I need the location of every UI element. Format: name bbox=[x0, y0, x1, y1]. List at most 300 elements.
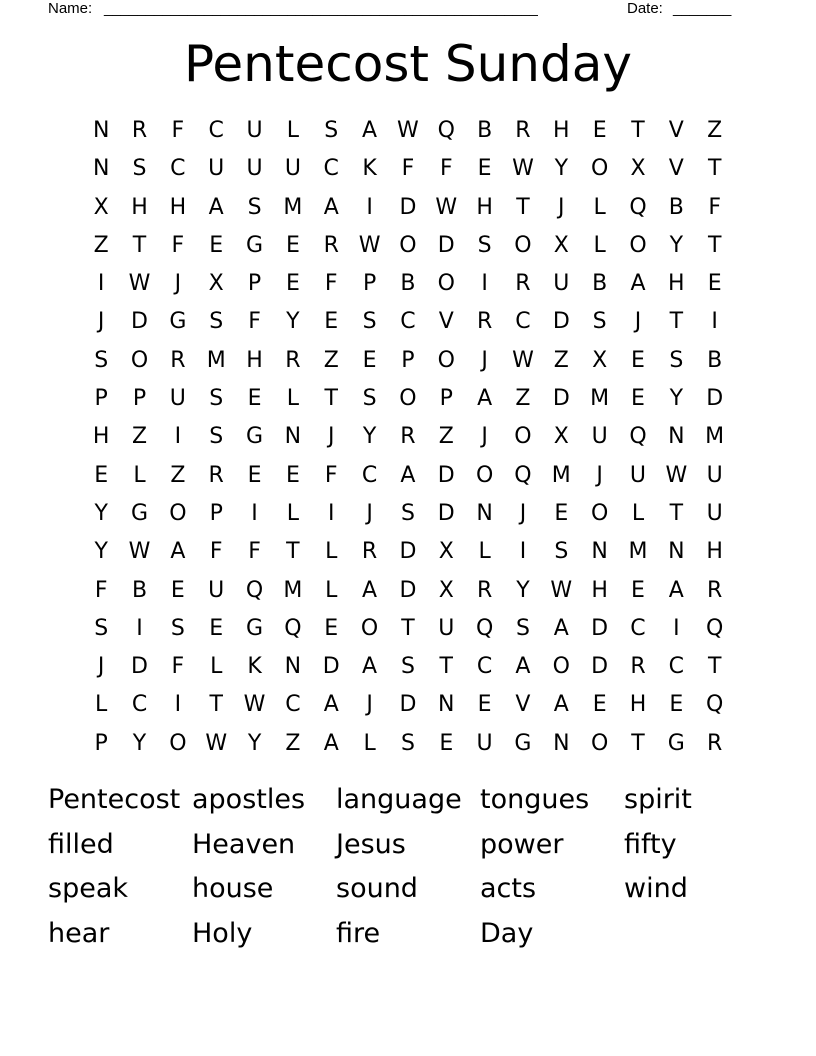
grid-letter[interactable]: F bbox=[209, 539, 223, 565]
word-bank-item: Day bbox=[480, 917, 534, 949]
grid-letter[interactable]: E bbox=[592, 692, 607, 718]
grid-letter[interactable]: G bbox=[246, 615, 264, 641]
grid-letter[interactable]: J bbox=[481, 424, 488, 450]
grid-letter[interactable]: W bbox=[358, 232, 381, 258]
grid-letter[interactable]: P bbox=[247, 271, 262, 297]
grid-letter[interactable]: P bbox=[209, 500, 223, 526]
grid-letter[interactable]: L bbox=[593, 194, 606, 220]
grid-letter[interactable]: H bbox=[246, 347, 263, 373]
grid-letter[interactable]: E bbox=[170, 577, 185, 603]
grid-letter[interactable]: I bbox=[366, 194, 373, 220]
grid-letter[interactable]: I bbox=[136, 615, 143, 641]
grid-letter[interactable]: U bbox=[591, 424, 608, 450]
grid-letter[interactable]: W bbox=[243, 692, 266, 718]
grid-letter[interactable]: X bbox=[630, 156, 646, 182]
grid-letter[interactable]: H bbox=[476, 194, 493, 220]
grid-letter[interactable]: F bbox=[171, 654, 185, 680]
grid-letter[interactable]: G bbox=[246, 424, 264, 450]
grid-letter[interactable]: U bbox=[284, 156, 301, 182]
grid-letter[interactable]: A bbox=[630, 271, 646, 297]
grid-letter[interactable]: Z bbox=[515, 386, 531, 412]
grid-letter[interactable]: Y bbox=[94, 539, 108, 565]
grid-letter[interactable]: X bbox=[592, 347, 608, 373]
grid-letter[interactable]: C bbox=[400, 309, 416, 335]
grid-letter[interactable]: M bbox=[283, 577, 303, 603]
grid-letter[interactable]: R bbox=[208, 462, 224, 488]
grid-letter[interactable]: L bbox=[286, 118, 300, 143]
grid-letter[interactable]: D bbox=[399, 194, 417, 220]
grid-letter[interactable]: X bbox=[438, 577, 454, 603]
grid-letter[interactable]: A bbox=[362, 577, 378, 603]
grid-letter[interactable]: Y bbox=[362, 424, 377, 450]
grid-letter[interactable]: A bbox=[515, 654, 531, 680]
grid-letter[interactable]: J bbox=[97, 654, 105, 680]
grid-letter[interactable]: J bbox=[558, 194, 565, 220]
grid-letter[interactable]: R bbox=[630, 654, 646, 680]
grid-letter[interactable]: X bbox=[93, 194, 109, 220]
grid-letter[interactable]: S bbox=[132, 156, 147, 182]
grid-letter[interactable]: A bbox=[668, 577, 684, 603]
grid-letter[interactable]: J bbox=[327, 424, 335, 450]
grid-letter[interactable]: A bbox=[323, 692, 339, 718]
grid-letter[interactable]: O bbox=[514, 424, 532, 450]
grid-letter[interactable]: A bbox=[323, 730, 339, 756]
grid-letter[interactable]: R bbox=[476, 309, 493, 335]
grid-letter[interactable]: E bbox=[554, 500, 569, 526]
grid-letter[interactable]: O bbox=[399, 386, 417, 412]
grid-letter[interactable]: U bbox=[553, 271, 570, 297]
grid-letter[interactable]: B bbox=[131, 577, 148, 603]
grid-letter[interactable]: Z bbox=[93, 232, 109, 258]
grid-letter[interactable]: V bbox=[668, 156, 684, 182]
grid-letter[interactable]: H bbox=[668, 271, 685, 297]
grid-letter[interactable]: Z bbox=[131, 424, 148, 450]
grid-letter[interactable]: N bbox=[438, 692, 455, 718]
grid-letter[interactable]: S bbox=[94, 615, 109, 641]
grid-letter[interactable]: Q bbox=[629, 424, 647, 450]
grid-letter[interactable]: Z bbox=[323, 347, 339, 373]
grid-letter[interactable]: R bbox=[323, 232, 339, 258]
grid-letter[interactable]: P bbox=[94, 386, 108, 412]
grid-letter[interactable]: H bbox=[131, 194, 148, 220]
grid-letter[interactable]: C bbox=[476, 654, 493, 680]
grid-letter[interactable]: E bbox=[707, 271, 722, 297]
grid-letter[interactable]: E bbox=[209, 232, 224, 258]
grid-letter[interactable]: X bbox=[553, 232, 569, 258]
grid-letter[interactable]: S bbox=[477, 232, 492, 258]
word-bank-item: acts bbox=[480, 873, 537, 904]
grid-letter[interactable]: U bbox=[476, 730, 493, 756]
grid-letter[interactable]: E bbox=[631, 577, 645, 603]
grid-letter[interactable]: S bbox=[362, 309, 377, 335]
grid-letter[interactable]: Q bbox=[437, 118, 455, 143]
grid-letter[interactable]: Q bbox=[245, 577, 264, 603]
grid-letter[interactable]: S bbox=[400, 654, 415, 680]
grid-letter[interactable]: R bbox=[707, 730, 723, 756]
grid-letter[interactable]: R bbox=[361, 539, 378, 565]
grid-letter[interactable]: I bbox=[174, 692, 182, 718]
grid-letter[interactable]: E bbox=[247, 462, 262, 488]
grid-letter[interactable]: U bbox=[438, 615, 455, 641]
grid-letter[interactable]: E bbox=[94, 462, 109, 488]
grid-letter[interactable]: S bbox=[209, 424, 224, 450]
grid-letter[interactable]: D bbox=[552, 386, 570, 412]
grid-letter[interactable]: T bbox=[516, 194, 530, 220]
grid-letter[interactable]: U bbox=[169, 386, 186, 412]
grid-letter[interactable]: Q bbox=[514, 462, 532, 488]
grid-letter[interactable]: J bbox=[481, 347, 488, 373]
grid-letter[interactable]: U bbox=[246, 118, 263, 143]
grid-letter[interactable]: I bbox=[327, 500, 335, 526]
grid-letter[interactable]: G bbox=[514, 730, 532, 756]
grid-letter[interactable]: S bbox=[209, 309, 224, 335]
grid-letter[interactable]: E bbox=[285, 232, 300, 258]
grid-letter[interactable]: J bbox=[366, 692, 373, 718]
grid-letter[interactable]: T bbox=[669, 309, 684, 335]
grid-letter[interactable]: Z bbox=[285, 730, 301, 756]
grid-letter[interactable]: N bbox=[92, 118, 110, 143]
grid-letter[interactable]: L bbox=[478, 539, 491, 565]
grid-letter[interactable]: D bbox=[437, 500, 455, 526]
grid-letter[interactable]: M bbox=[206, 347, 226, 373]
grid-letter[interactable]: C bbox=[630, 615, 646, 641]
grid-letter[interactable]: V bbox=[515, 692, 531, 718]
grid-letter[interactable]: X bbox=[438, 539, 454, 565]
grid-letter[interactable]: R bbox=[400, 424, 416, 450]
grid-letter[interactable]: W bbox=[435, 194, 458, 220]
grid-letter[interactable]: W bbox=[397, 118, 419, 143]
grid-letter[interactable]: H bbox=[629, 692, 647, 718]
grid-letter[interactable]: M bbox=[283, 194, 303, 220]
grid-letter[interactable]: G bbox=[130, 500, 149, 526]
grid-letter[interactable]: S bbox=[247, 194, 262, 220]
grid-letter[interactable]: E bbox=[631, 386, 645, 412]
grid-letter[interactable]: A bbox=[323, 194, 339, 220]
grid-letter[interactable]: Q bbox=[629, 194, 647, 220]
grid-letter[interactable]: Z bbox=[553, 347, 569, 373]
grid-letter[interactable]: F bbox=[401, 156, 415, 182]
grid-letter[interactable]: Z bbox=[438, 424, 454, 450]
word-bank-item: apostles bbox=[192, 784, 306, 815]
grid-letter[interactable]: Q bbox=[706, 615, 724, 641]
grid-letter[interactable]: R bbox=[707, 577, 723, 603]
grid-letter[interactable]: F bbox=[248, 309, 261, 335]
grid-letter[interactable]: E bbox=[592, 118, 607, 143]
grid-letter[interactable]: L bbox=[593, 232, 606, 258]
grid-letter[interactable]: R bbox=[131, 118, 148, 143]
grid-letter[interactable]: O bbox=[130, 347, 149, 373]
grid-letter[interactable]: P bbox=[94, 730, 108, 756]
grid-letter[interactable]: T bbox=[401, 615, 415, 641]
grid-letter[interactable]: V bbox=[668, 118, 684, 143]
grid-letter[interactable]: B bbox=[707, 347, 723, 373]
grid-row bbox=[82, 725, 734, 763]
grid-letter[interactable]: J bbox=[634, 309, 642, 335]
grid-letter[interactable]: A bbox=[477, 386, 493, 412]
grid-letter[interactable]: V bbox=[438, 309, 454, 335]
grid-letter[interactable]: Q bbox=[706, 692, 724, 718]
grid-letter[interactable]: D bbox=[437, 462, 455, 488]
grid-letter[interactable]: Y bbox=[669, 386, 684, 412]
grid-letter[interactable]: H bbox=[706, 539, 723, 565]
grid-letter[interactable]: P bbox=[132, 386, 147, 412]
grid-letter[interactable]: L bbox=[631, 500, 645, 526]
grid-letter[interactable]: E bbox=[285, 462, 300, 488]
grid-letter[interactable]: R bbox=[285, 347, 301, 373]
grid-letter[interactable]: T bbox=[631, 730, 645, 756]
word-bank-item: Holy bbox=[192, 917, 253, 949]
grid-letter[interactable]: D bbox=[706, 386, 724, 412]
grid-letter[interactable]: Z bbox=[170, 462, 186, 488]
grid-letter[interactable]: S bbox=[94, 347, 109, 373]
grid-letter[interactable]: M bbox=[590, 386, 610, 412]
grid-letter[interactable]: L bbox=[286, 500, 300, 526]
grid-letter[interactable]: I bbox=[251, 500, 258, 526]
grid-letter[interactable]: D bbox=[322, 654, 340, 680]
grid-letter[interactable]: Y bbox=[286, 309, 300, 335]
grid-letter[interactable]: E bbox=[362, 347, 377, 373]
grid-letter[interactable]: D bbox=[131, 654, 148, 680]
grid-letter[interactable]: N bbox=[668, 424, 685, 450]
grid-letter[interactable]: O bbox=[552, 654, 570, 680]
grid-letter[interactable]: A bbox=[362, 654, 378, 680]
grid-letter[interactable]: N bbox=[92, 156, 110, 182]
grid-letter[interactable]: H bbox=[92, 424, 110, 450]
grid-letter[interactable]: J bbox=[97, 309, 105, 335]
grid-letter[interactable]: X bbox=[553, 424, 569, 450]
grid-letter[interactable]: L bbox=[325, 539, 338, 565]
grid-letter[interactable]: E bbox=[285, 271, 300, 297]
grid-letter[interactable]: B bbox=[668, 194, 684, 220]
grid-letter[interactable]: S bbox=[592, 309, 607, 335]
grid-letter[interactable]: Y bbox=[94, 500, 108, 526]
grid-letter[interactable]: M bbox=[705, 424, 725, 450]
grid-letter[interactable]: O bbox=[629, 232, 647, 258]
grid-letter[interactable]: D bbox=[437, 232, 455, 258]
word-bank-row bbox=[48, 779, 768, 824]
grid-letter[interactable]: F bbox=[248, 539, 261, 565]
grid-letter[interactable]: Y bbox=[516, 577, 530, 603]
grid-letter[interactable]: C bbox=[361, 462, 378, 488]
grid-letter[interactable]: B bbox=[400, 271, 416, 297]
grid-letter[interactable]: D bbox=[399, 539, 417, 565]
grid-letter[interactable]: A bbox=[170, 539, 186, 565]
grid-letter[interactable]: E bbox=[631, 347, 645, 373]
grid-letter[interactable]: A bbox=[553, 615, 569, 641]
grid-letter[interactable]: N bbox=[591, 539, 608, 565]
grid-letter[interactable]: B bbox=[592, 271, 608, 297]
grid-letter[interactable]: D bbox=[591, 654, 609, 680]
grid-letter[interactable]: E bbox=[324, 615, 339, 641]
grid-letter[interactable]: C bbox=[668, 654, 685, 680]
grid-letter[interactable]: W bbox=[512, 156, 534, 182]
grid-letter[interactable]: Y bbox=[554, 156, 569, 182]
grid-letter[interactable]: P bbox=[362, 271, 377, 297]
grid-letter[interactable]: R bbox=[515, 271, 531, 297]
grid-letter[interactable]: N bbox=[476, 500, 493, 526]
grid-letter[interactable]: L bbox=[133, 462, 146, 488]
grid-letter[interactable]: H bbox=[553, 118, 570, 143]
word-bank-item: tongues bbox=[480, 784, 590, 815]
grid-letter[interactable]: F bbox=[439, 156, 453, 182]
grid-letter[interactable]: C bbox=[285, 692, 301, 718]
grid-letter[interactable]: E bbox=[439, 730, 454, 756]
grid-letter[interactable]: J bbox=[174, 271, 182, 297]
grid-letter[interactable]: Z bbox=[707, 118, 723, 143]
grid-letter[interactable]: T bbox=[669, 500, 684, 526]
grid-letter[interactable]: H bbox=[169, 194, 187, 220]
grid-letter[interactable]: T bbox=[324, 386, 338, 412]
grid-letter[interactable]: W bbox=[512, 347, 534, 373]
grid-letter[interactable]: W bbox=[128, 271, 151, 297]
grid-letter[interactable]: M bbox=[551, 462, 571, 488]
grid-letter[interactable]: T bbox=[286, 539, 300, 565]
grid-letter[interactable]: X bbox=[208, 271, 224, 297]
grid-letter[interactable]: U bbox=[208, 156, 225, 182]
grid-letter[interactable]: T bbox=[707, 232, 722, 258]
grid-letter[interactable]: C bbox=[170, 156, 186, 182]
grid-letter[interactable]: T bbox=[707, 654, 722, 680]
grid-letter[interactable]: U bbox=[706, 462, 723, 488]
grid-letter[interactable]: I bbox=[711, 309, 718, 335]
grid-letter[interactable]: O bbox=[590, 500, 609, 526]
grid-letter[interactable]: W bbox=[205, 730, 228, 756]
grid-letter[interactable]: N bbox=[284, 654, 302, 680]
grid-letter[interactable]: D bbox=[399, 577, 417, 603]
grid-letter[interactable]: A bbox=[208, 194, 224, 220]
grid-letter[interactable]: W bbox=[128, 539, 151, 565]
grid-letter[interactable]: P bbox=[401, 347, 415, 373]
grid-letter[interactable]: O bbox=[360, 615, 379, 641]
grid-letter[interactable]: C bbox=[323, 156, 339, 182]
grid-letter[interactable]: S bbox=[554, 539, 569, 565]
grid-letter[interactable]: O bbox=[514, 232, 532, 258]
grid-letter[interactable]: S bbox=[324, 118, 339, 143]
grid-letter[interactable]: U bbox=[629, 462, 647, 488]
grid-letter[interactable]: S bbox=[669, 347, 684, 373]
grid-row bbox=[82, 648, 734, 686]
grid-letter[interactable]: A bbox=[400, 462, 416, 488]
grid-letter[interactable]: O bbox=[590, 156, 609, 182]
grid-letter[interactable]: U bbox=[246, 156, 263, 182]
grid-letter[interactable]: L bbox=[95, 692, 108, 718]
grid-letter[interactable]: E bbox=[209, 615, 224, 641]
grid-letter[interactable]: E bbox=[477, 156, 492, 182]
grid-letter[interactable]: T bbox=[631, 118, 645, 143]
grid-letter[interactable]: N bbox=[284, 424, 302, 450]
grid-letter[interactable]: J bbox=[366, 500, 373, 526]
grid-letter[interactable]: I bbox=[97, 271, 105, 297]
grid-letter[interactable]: A bbox=[362, 118, 378, 143]
grid-letter[interactable]: S bbox=[515, 615, 530, 641]
grid-letter[interactable]: S bbox=[400, 500, 415, 526]
grid-letter[interactable]: H bbox=[591, 577, 608, 603]
grid-letter[interactable]: F bbox=[94, 577, 108, 603]
grid-letter[interactable]: Q bbox=[475, 615, 494, 641]
grid-letter[interactable]: R bbox=[170, 347, 186, 373]
grid-letter[interactable]: I bbox=[174, 424, 182, 450]
grid-letter[interactable]: F bbox=[171, 118, 185, 143]
grid-letter[interactable]: G bbox=[246, 232, 264, 258]
grid-letter[interactable]: F bbox=[324, 462, 338, 488]
grid-letter[interactable]: S bbox=[170, 615, 185, 641]
grid-letter[interactable]: L bbox=[210, 654, 223, 680]
grid-letter[interactable]: Y bbox=[669, 232, 684, 258]
grid-letter[interactable]: W bbox=[550, 577, 573, 603]
name-blank-line[interactable]: ____________________________________________________ bbox=[104, 0, 538, 17]
grid-letter[interactable]: D bbox=[591, 615, 609, 641]
grid-letter[interactable]: S bbox=[209, 386, 224, 412]
grid-letter[interactable]: E bbox=[324, 309, 339, 335]
grid-letter[interactable]: O bbox=[399, 232, 417, 258]
grid-letter[interactable]: P bbox=[439, 386, 453, 412]
grid-letter[interactable]: I bbox=[519, 539, 527, 565]
grid-letter[interactable]: D bbox=[131, 309, 148, 335]
grid-letter[interactable]: W bbox=[665, 462, 688, 488]
grid-row bbox=[82, 150, 734, 188]
grid-letter[interactable]: Q bbox=[284, 615, 302, 641]
grid-letter[interactable]: F bbox=[171, 232, 185, 258]
grid-letter[interactable]: F bbox=[324, 271, 338, 297]
grid-letter[interactable]: O bbox=[437, 347, 455, 373]
grid-letter[interactable]: R bbox=[476, 577, 493, 603]
grid-letter[interactable]: N bbox=[553, 730, 570, 756]
grid-letter[interactable]: I bbox=[673, 615, 680, 641]
grid-letter[interactable]: U bbox=[706, 500, 723, 526]
grid-letter[interactable]: R bbox=[515, 118, 531, 143]
grid-letter[interactable]: I bbox=[481, 271, 488, 297]
grid-letter[interactable]: A bbox=[553, 692, 569, 718]
grid-letter[interactable]: D bbox=[399, 692, 417, 718]
grid-letter[interactable]: B bbox=[477, 118, 493, 143]
grid-letter[interactable]: J bbox=[519, 500, 527, 526]
grid-letter[interactable]: T bbox=[132, 232, 147, 258]
grid-letter[interactable]: L bbox=[325, 577, 338, 603]
grid-letter[interactable]: F bbox=[708, 194, 721, 220]
grid-letter[interactable]: K bbox=[247, 654, 262, 680]
grid-letter[interactable]: S bbox=[400, 730, 415, 756]
grid-letter[interactable]: E bbox=[669, 692, 684, 718]
grid-letter[interactable]: Y bbox=[247, 730, 262, 756]
grid-letter[interactable]: O bbox=[590, 730, 609, 756]
grid-letter[interactable]: Y bbox=[132, 730, 147, 756]
date-blank-line[interactable]: _______ bbox=[673, 0, 732, 17]
grid-letter[interactable]: G bbox=[169, 309, 187, 335]
grid-letter[interactable]: E bbox=[247, 386, 262, 412]
grid-letter[interactable]: T bbox=[439, 654, 453, 680]
grid-letter[interactable]: E bbox=[477, 692, 492, 718]
grid-letter[interactable]: K bbox=[362, 156, 377, 182]
grid-letter[interactable]: O bbox=[169, 500, 187, 526]
grid-letter[interactable]: M bbox=[628, 539, 648, 565]
grid-letter[interactable]: G bbox=[667, 730, 685, 756]
grid-letter[interactable]: C bbox=[515, 309, 531, 335]
grid-letter[interactable]: C bbox=[131, 692, 148, 718]
grid-letter[interactable]: L bbox=[286, 386, 300, 412]
grid-letter[interactable]: L bbox=[363, 730, 376, 756]
grid-letter[interactable]: S bbox=[362, 386, 377, 412]
grid-letter[interactable]: O bbox=[475, 462, 494, 488]
grid-letter[interactable]: T bbox=[707, 156, 722, 182]
grid-letter[interactable]: C bbox=[208, 118, 224, 143]
grid-letter[interactable]: O bbox=[169, 730, 187, 756]
grid-letter[interactable]: T bbox=[209, 692, 223, 718]
grid-letter[interactable]: D bbox=[552, 309, 570, 335]
grid-letter[interactable]: J bbox=[596, 462, 603, 488]
grid-letter[interactable]: N bbox=[668, 539, 685, 565]
grid-letter[interactable]: O bbox=[437, 271, 455, 297]
grid-letter[interactable]: U bbox=[208, 577, 225, 603]
